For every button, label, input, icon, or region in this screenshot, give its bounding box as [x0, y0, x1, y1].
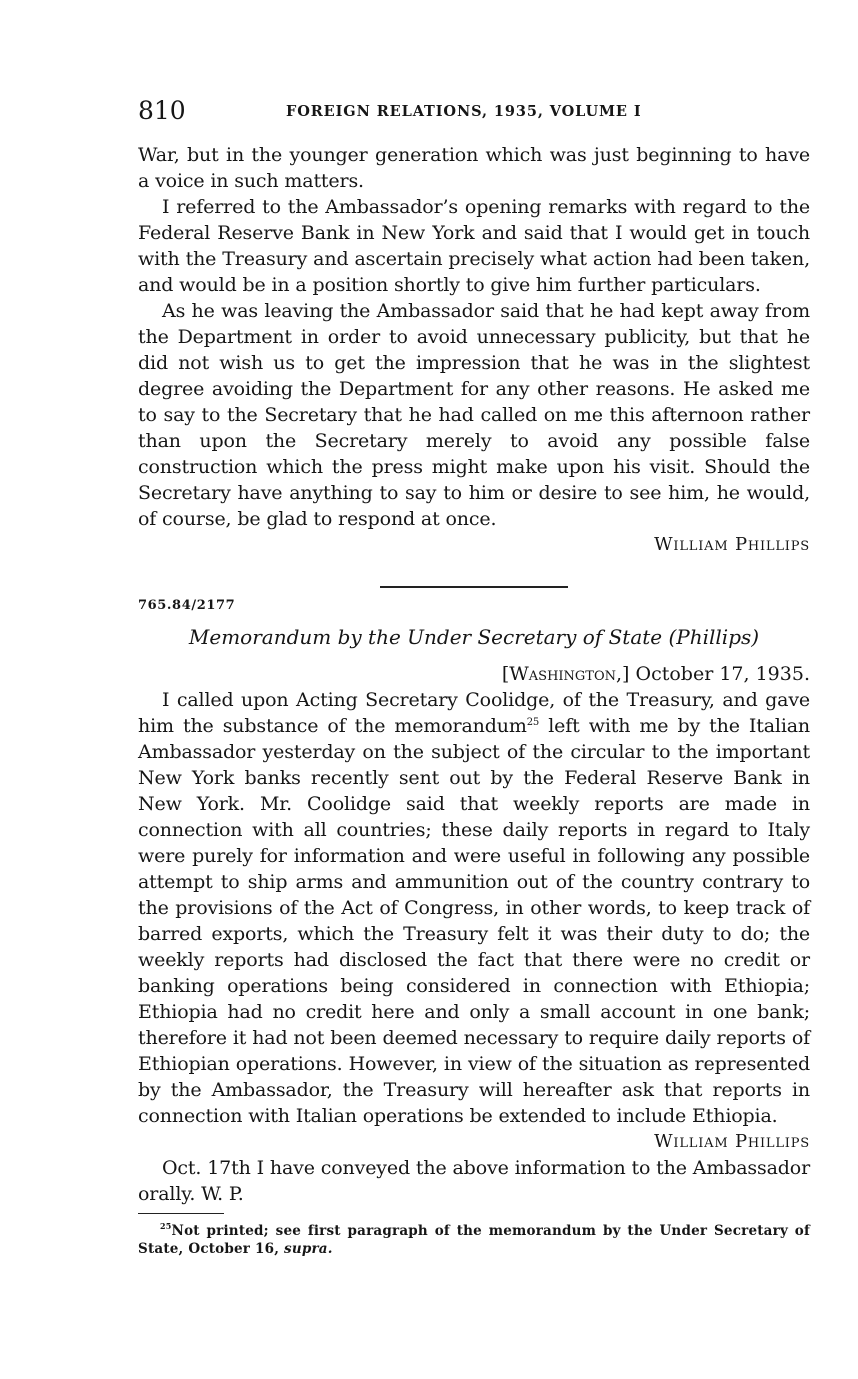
- footnote-number: 25: [160, 1221, 172, 1231]
- paragraph: As he was leaving the Ambassador said that he had kept away from the Department in order to avoid unnecessary publicity, but that he did not wish us to get the impression that he was in the slightest degree avoiding the Department for any other reasons. He asked me to say to the Secretary that he had called on me this afternoon rather than upon the Secretary merely to avoid any possible false construction which the press might make upon his visit. Should the Secretary have anything to say to him or desire to see him, he would, of course, be glad to respond at once.: [138, 300, 810, 530]
- dateline: [138, 661, 810, 687]
- paragraph: I referred to the Ambassador’s opening remarks with regard to the Federal Reserve Bank in New York and said that I would get in touch with the Treasury and ascertain precisely what action had been taken, and would be in a position shortly to give him further particulars.: [138, 196, 810, 296]
- postscript: Oct. 17th I have conveyed the above information to the Ambassador orally. W. P.: [138, 1157, 810, 1205]
- signature: William Phillips: [654, 1131, 810, 1152]
- paragraph-text-start: I called upon Acting Secretary Coolidge, of the Treasury, and gave him the substance of the memorandum: [138, 689, 810, 737]
- footnote-text: Not printed; see first paragraph of the memorandum by the Under Secretary of State, October 16,: [138, 1223, 810, 1257]
- footnote: [138, 1222, 810, 1258]
- page-number: 810: [138, 96, 186, 125]
- title-name: (Phillips): [668, 625, 760, 649]
- dateline-place: [Washington,]: [501, 663, 630, 685]
- file-number: 765.84/2177: [138, 598, 236, 613]
- title-text: Memorandum by the Under Secretary of State: [188, 625, 663, 649]
- signature: William Phillips: [654, 534, 810, 555]
- page-header: [138, 96, 810, 128]
- running-title: FOREIGN RELATIONS, 1935, VOLUME I: [286, 103, 642, 120]
- document-page: [138, 96, 810, 1258]
- paragraph: [138, 687, 810, 1129]
- paragraph: War, but in the younger generation which was just beginning to have a voice in such matters.: [138, 144, 810, 192]
- footnote-reference: 25: [526, 717, 540, 728]
- document-title: [138, 623, 810, 651]
- footnote-italic: supra.: [284, 1241, 333, 1257]
- paragraph-text-end: left with me by the Italian Ambassador yesterday on the subject of the circular to the important New York banks recently sent out by the Federal Reserve Bank in New York. Mr. Coolidge said that weekly reports are made in connection with all countries; these daily reports in regard to Italy were purely for information and were useful in following any possible attempt to ship arms and ammunition out of the country contrary to the provisions of the Act of Congress, in other words, to keep track of barred exports, which the Treasury felt it was their duty to do; the weekly reports had disclosed the fact that there were no credit or banking operations being considered in connection with Ethiopia; Ethiopia had no credit here and only a small account in one bank; therefore it had not been deemed necessary to require daily reports of Ethiopian operations. However, in view of the situation as represented by the Ambassador, the Treasury will hereafter ask that reports in connection with Italian operations be extended to include Ethiopia.: [138, 715, 811, 1127]
- dateline-date: October 17, 1935.: [635, 663, 810, 685]
